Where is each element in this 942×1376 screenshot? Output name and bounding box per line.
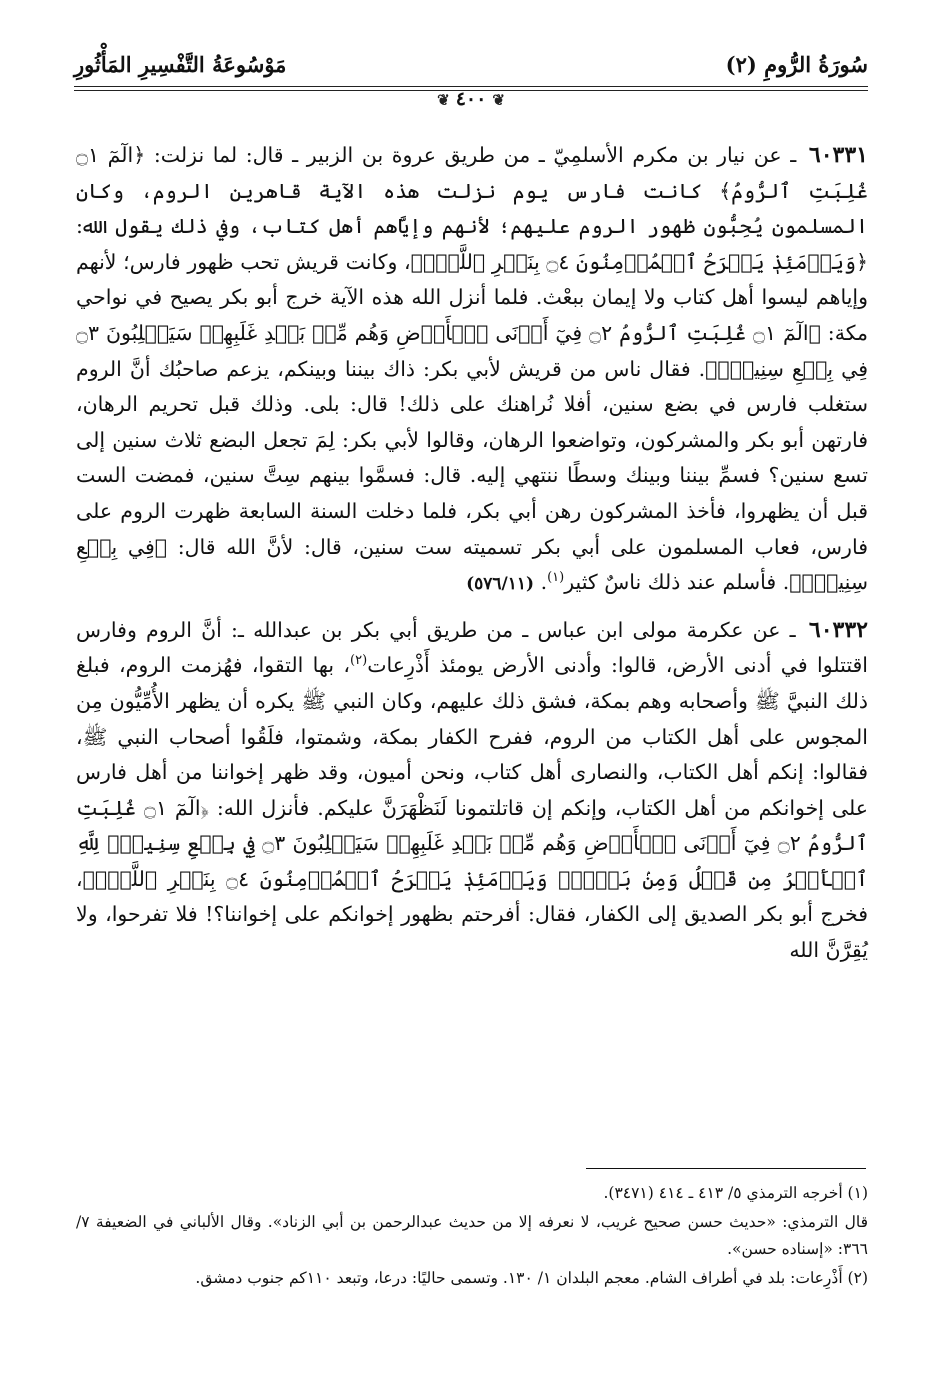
entry-tail: . — [540, 570, 548, 595]
running-header — [74, 52, 868, 92]
ornament-icon: ❦ — [437, 91, 450, 109]
hadith-entry — [76, 138, 868, 603]
entry-text: ـ عن نيار بن مكرم الأسلمِيّ ـ من طريق عروة بن الزبير ـ قال: لما نزلت: ﴿الٓمٓ ۝١ غُلِبَتِ ٱلرُّومُ﴾ كانت فارس يوم نزلت هذه الآية قاهرين الروم، وكان المسلمون يُحِبُّون ظهور الروم عليهم؛ لأنهم وإيَّاهم أهل كتاب، وفي ذلك يقول الله: ﴿وَيَوۡمَئِذٖ يَفۡرَحُ ٱلۡمُؤۡمِنُونَ ۝٤ بِنَصۡرِ ٱللَّهِۚ﴾، وكانت قريش تحب ظهور فارس؛ لأنهم وإياهم ليسوا أهل كتاب ولا إيمان ببعْث. فلما أنزل الله هذه الآية خرج أبو بكر يصيح في نواحي مكة: ﴿الٓمٓ ۝١ غُلِبَتِ ٱلرُّومُ ۝٢ فِيٓ أَدۡنَى ٱلۡأَرۡضِ وَهُم مِّنۢ بَعۡدِ غَلَبِهِمۡ سَيَغۡلِبُونَ ۝٣ فِي بِضۡعِ سِنِينَۗ﴾. فقال ناس من قريش لأبي بكر: ذاك بيننا وبينكم، يزعم صاحبُك أنَّ الروم ستغلب فارس في بضع سنين، أفلا نُراهنك على ذلك! قال: بلى. وذلك قبل تحريم الرهان، فارتهن أبو بكر والمشركون، وتواضعوا الرهان، وقالوا لأبي بكر: لِمَ تجعل البضع ثلاث سنين إلى تسع سنين؟ فسمِّ بيننا وبينك وسطًا ننتهي إليه. قال: فسمَّوا بينهم سِتَّ سنين، فمضت الست قبل أن يظهروا، فأخذ المشركون رهن أبي بكر، فلما دخلت السنة السابعة ظهرت الروم على فارس، فعاب المسلمون على أبي بكر تسميته ست سنين، قال: لأنَّ الله قال: ﴿فِي بِضۡعِ سِنِينَۗ﴾. فأسلم عند ذلك ناسٌ كثير — [76, 143, 868, 595]
ornament-icon: ❦ — [492, 91, 505, 109]
entry-number: ٦٠٣٣٢ — [808, 616, 868, 643]
hadith-entry — [76, 613, 868, 969]
entry-text: ـ عن عكرمة مولى ابن عباس ـ من طريق أبي بكر بن عبدالله ـ: أنَّ الروم وفارس اقتتلوا في أدنى الأرض، قالوا: وأدنى الأرض يومئذ أَذْرِعات — [76, 617, 868, 678]
footnote: (٢) أَذْرِعات: بلد في أطراف الشام. معجم البلدان ١/ ١٣٠. وتسمى حاليًا: درعا، وتبعد ١١٠كم جنوب دمشق. — [195, 1269, 868, 1287]
header-rule — [74, 86, 868, 87]
footnote-mark: (٢) — [350, 653, 368, 669]
entry-tail: ، بها التقوا، فهُزمت الروم، فبلغ ذلك النبيَّ ﷺ وأصحابه وهم بمكة، فشق ذلك عليهم، وكان النبي ﷺ يكره أن يظهر الأُمِّيُّون مِن المجوس على أهل الكتاب من الروم، ففرح الكفار بمكة، وشمتوا، فلَقُوا أصحاب النبي ﷺ، فقالوا: إنكم أهل الكتاب، والنصارى أهل كتاب، ونحن أميون، وقد ظهر إخواننا من أهل فارس على إخوانكم من أهل الكتاب، وإنكم إن قاتلتمونا لَنَظْهَرَنَّ عليكم. فأنزل الله: ﴿الٓمٓ ۝١ غُلِبَتِ ٱلرُّومُ ۝٢ فِيٓ أَدۡنَى ٱلۡأَرۡضِ وَهُم مِّنۢ بَعۡدِ غَلَبِهِمۡ سَيَغۡلِبُونَ ۝٣ فِي بِضۡعِ سِنِينَۗ لِلَّهِ ٱلۡأَمۡرُ مِن قَبۡلُ وَمِنۢ بَعۡدُۚ وَيَوۡمَئِذٖ يَفۡرَحُ ٱلۡمُؤۡمِنُونَ ۝٤ بِنَصۡرِ ٱللَّهِۚ﴾، فخرج أبو بكر الصديق إلى الكفار، فقال: أفرحتم بظهور إخوانكم على إخواننا؟! فلا تفرحوا، ولا يُقِرَّنَّ الله — [76, 653, 869, 963]
footnotes — [76, 1180, 868, 1294]
cross-reference: (٥٧٦/١١) — [466, 574, 535, 595]
book-title: مَوْسُوعَةُ التَّفْسِيرِ المَأْثُورِ — [74, 52, 287, 77]
surah-title: سُورَةُ الرُّومِ (٢) — [725, 52, 868, 77]
main-text — [76, 138, 868, 969]
footnote: (١) أخرجه الترمذي ٥/ ٤١٣ ـ ٤١٤ (٣٤٧١). — [603, 1184, 868, 1202]
footnote-rule — [586, 1168, 866, 1169]
page-number: ٤٠٠ — [455, 88, 487, 110]
footnote-mark: (١) — [547, 570, 565, 586]
entry-number: ٦٠٣٣١ — [808, 142, 868, 168]
page-number-line — [0, 88, 942, 110]
footnote: قال الترمذي: «حديث حسن صحيح غريب، لا نعرفه إلا من حديث عبدالرحمن بن أبي الزناد». وقال الألباني في الضعيفة ٧/ ٣٦٦: «إسناده حسن». — [76, 1213, 868, 1258]
